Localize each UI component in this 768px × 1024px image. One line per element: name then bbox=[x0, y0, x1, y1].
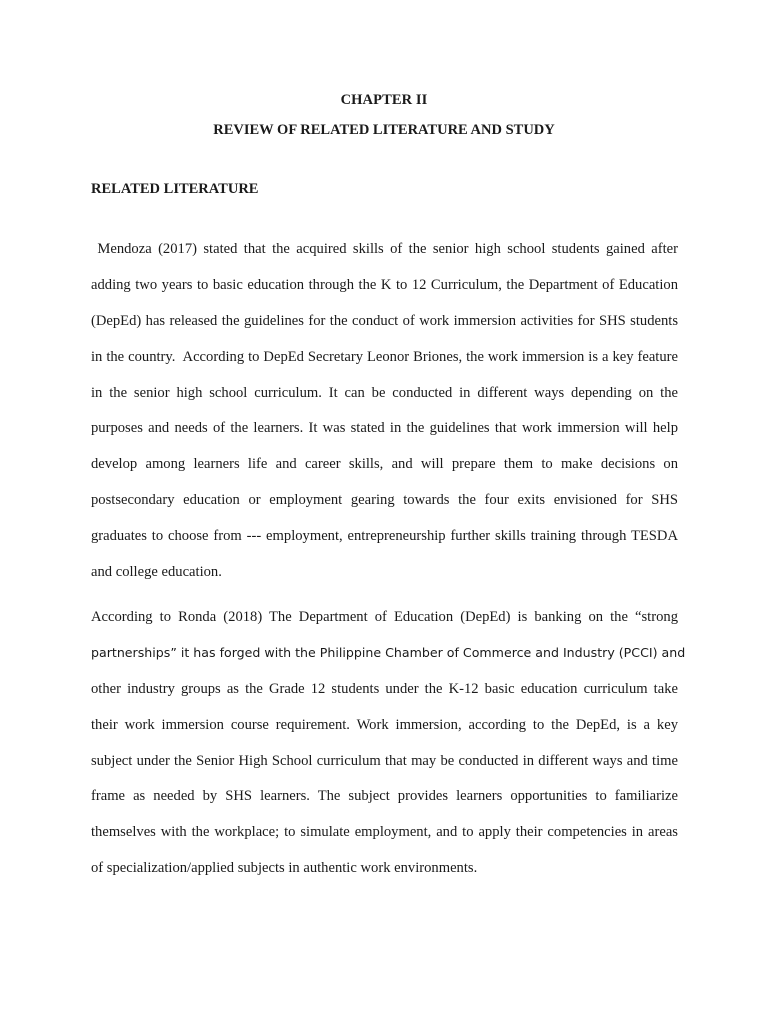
paragraph-line: subject under the Senior High School curriculum that may be conducted in different ways and time bbox=[91, 752, 678, 769]
paragraph-line: graduates to choose from --- employment, entrepreneurship further skills training through TESDA bbox=[91, 528, 678, 545]
paragraph-line: partnerships” it has forged with the Philippine Chamber of Commerce and Industry (PCCI) and bbox=[91, 644, 686, 660]
paragraph-line: frame as needed by SHS learners. The subject provides learners opportunities to familiarize bbox=[91, 788, 678, 805]
paragraph-line: in the country. According to DepEd Secretary Leonor Briones, the work immersion is a key feature bbox=[91, 348, 678, 365]
paragraph-line: purposes and needs of the learners. It was stated in the guidelines that work immersion will help bbox=[91, 420, 678, 437]
paragraph-line: in the senior high school curriculum. It can be conducted in different ways depending on the bbox=[91, 384, 678, 401]
chapter-title: REVIEW OF RELATED LITERATURE AND STUDY bbox=[213, 122, 555, 138]
paragraph-line: develop among learners life and career skills, and will prepare them to make decisions on bbox=[91, 456, 678, 473]
paragraph-line: their work immersion course requirement. Work immersion, according to the DepEd, is a key bbox=[91, 716, 678, 733]
paragraph-line: of specialization/applied subjects in authentic work environments. bbox=[91, 860, 478, 877]
paragraph-mendoza bbox=[91, 240, 678, 599]
paragraph-line: (DepEd) has released the guidelines for the conduct of work immersion activities for SHS students bbox=[91, 312, 678, 329]
paragraph-line: adding two years to basic education through the K to 12 Curriculum, the Department of Education bbox=[91, 276, 678, 293]
paragraph-line: other industry groups as the Grade 12 students under the K-12 basic education curriculum take bbox=[91, 680, 678, 697]
paragraph-line: themselves with the workplace; to simulate employment, and to apply their competencies in areas bbox=[91, 824, 678, 841]
paragraph-line: postsecondary education or employment gearing towards the four exits envisioned for SHS bbox=[91, 492, 678, 509]
paragraph-line: According to Ronda (2018) The Department of Education (DepEd) is banking on the “strong bbox=[91, 609, 678, 625]
chapter-number: CHAPTER II bbox=[340, 92, 428, 108]
paragraph-ronda bbox=[91, 608, 686, 895]
section-heading: RELATED LITERATURE bbox=[91, 181, 259, 197]
paragraph-line: and college education. bbox=[91, 564, 222, 581]
paragraph-line: Mendoza (2017) stated that the acquired skills of the senior high school students gained after bbox=[91, 241, 678, 257]
